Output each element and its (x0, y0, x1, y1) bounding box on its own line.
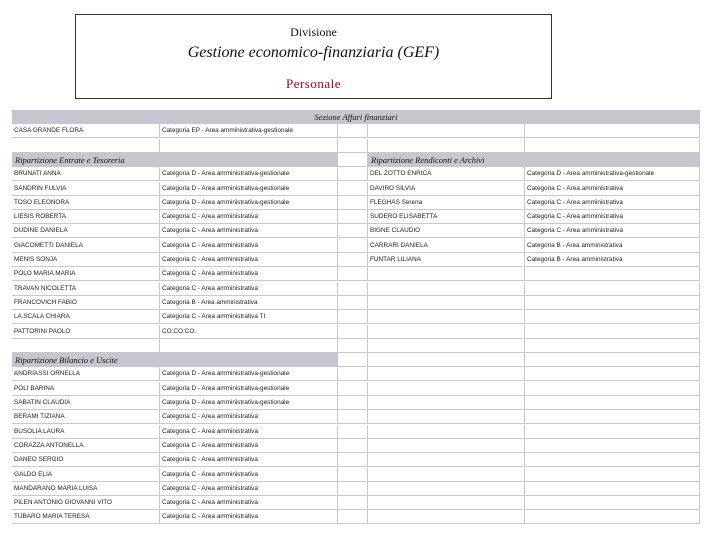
staff-category: Categoria D - Area amministrativa-gestionale (160, 367, 338, 381)
table-cell (338, 439, 368, 453)
table-cell (368, 425, 525, 439)
table-cell (338, 253, 368, 267)
table-cell (525, 410, 700, 424)
staff-category: Categoria C - Area amministrativa (160, 267, 338, 281)
staff-category: Categoria C - Area amministrativa (160, 425, 338, 439)
table-row (12, 325, 700, 339)
table-cell (338, 367, 368, 381)
table-row (12, 482, 700, 496)
staff-category (525, 310, 700, 324)
staff-name: BRUNATI ANNA (12, 167, 160, 181)
staff-name: DANEO SERGIO (12, 453, 160, 467)
table-cell (368, 353, 525, 367)
table-row (12, 282, 700, 296)
staff-name: SANDRIN FULVIA (12, 182, 160, 196)
staff-category: Categoria C - Area amministrativa (160, 282, 338, 296)
staff-category: Categoria C - Area amministrativa (160, 253, 338, 267)
table-cell (368, 410, 525, 424)
table-row (12, 425, 700, 439)
table-cell (338, 210, 368, 224)
table-cell (338, 325, 368, 339)
staff-sheet (12, 110, 700, 521)
staff-name: TUBARO MARIA TERESA (12, 510, 160, 524)
staff-name (12, 139, 160, 153)
staff-category: Categoria C - Area amministrativa (160, 482, 338, 496)
table-cell (338, 425, 368, 439)
table-cell (338, 182, 368, 196)
ripartizione-header: Ripartizione Entrate e Tesoreria (12, 153, 338, 167)
table-row (12, 210, 700, 224)
staff-category: Categoria C - Area amministrativa (160, 439, 338, 453)
staff-name (368, 310, 525, 324)
staff-category: CO.CO.CO. (160, 325, 338, 339)
staff-category: Categoria C - Area amministrativa (160, 510, 338, 524)
table-cell (338, 153, 368, 167)
table-cell (338, 239, 368, 253)
staff-name: PILEN ANTONIO GIOVANNI VITO (12, 496, 160, 510)
staff-name: POLO MARIA MARIA (12, 267, 160, 281)
table-cell (368, 382, 525, 396)
table-row (12, 396, 700, 410)
table-row (12, 496, 700, 510)
staff-category: Categoria B - Area amministrativa (525, 239, 700, 253)
staff-category: Categoria B - Area amministrativa (525, 253, 700, 267)
staff-category: Categoria C - Area amministrativa (160, 410, 338, 424)
table-cell (525, 353, 700, 367)
staff-category: Categoria C - Area amministrativa (160, 224, 338, 238)
staff-name: CASA GRANDE FLORA (12, 124, 160, 138)
table-row (12, 296, 700, 310)
staff-category: Categoria C - Area amministrativa (525, 210, 700, 224)
table-cell (525, 468, 700, 482)
table-cell (525, 496, 700, 510)
table-row (12, 353, 700, 367)
table-cell (368, 124, 525, 138)
staff-category (525, 296, 700, 310)
table-cell (525, 367, 700, 381)
table-row (12, 367, 700, 381)
table-cell (338, 339, 368, 353)
table-cell (525, 396, 700, 410)
table-cell (338, 124, 368, 138)
table-row (12, 196, 700, 210)
division-label: Divisione (290, 25, 337, 39)
table-row (12, 153, 700, 167)
staff-name: MANDARANO MARIA LUISA (12, 482, 160, 496)
table-row (12, 253, 700, 267)
staff-category: Categoria B - Area amministrativa (160, 296, 338, 310)
table-cell (338, 468, 368, 482)
table-row (12, 439, 700, 453)
staff-name: MENIS SONJA (12, 253, 160, 267)
table-cell (368, 396, 525, 410)
table-cell (525, 439, 700, 453)
staff-category (160, 139, 338, 153)
table-cell (368, 439, 525, 453)
staff-name: SUDERO ELISABETTA (368, 210, 525, 224)
table-row (12, 224, 700, 238)
staff-name (368, 267, 525, 281)
table-cell (338, 310, 368, 324)
ripartizione-header: Ripartizione Rendiconti e Archivi (368, 153, 700, 167)
table-cell (338, 396, 368, 410)
staff-name (368, 282, 525, 296)
staff-name: DEL ZOTTO ENRICA (368, 167, 525, 181)
table-cell (525, 382, 700, 396)
staff-name: FUNTAR LILIANA (368, 253, 525, 267)
table-cell (338, 453, 368, 467)
table-cell (12, 339, 160, 353)
staff-name: LIESIS ROBERTA (12, 210, 160, 224)
table-cell (338, 167, 368, 181)
staff-name: BIGNE CLAUDIO (368, 224, 525, 238)
staff-category: Categoria C - Area amministrativa (160, 496, 338, 510)
table-cell (368, 482, 525, 496)
table-cell (525, 339, 700, 353)
table-row (12, 382, 700, 396)
table-cell (525, 139, 700, 153)
staff-name: TRAVAN NICOLETTA (12, 282, 160, 296)
staff-name: LA SCALA CHIARA (12, 310, 160, 324)
staff-category: Categoria C - Area amministrativa (160, 210, 338, 224)
division-name: Gestione economico-finanziaria (GEF) (187, 44, 440, 61)
staff-name (368, 296, 525, 310)
staff-name: CORAZZA ANTONELLA (12, 439, 160, 453)
staff-category: Categoria EP - Area amministrativa-gestionale (160, 124, 338, 138)
staff-category: Categoria D - Area amministrativa-gestionale (160, 167, 338, 181)
staff-category: Categoria C - Area amministrativa (160, 453, 338, 467)
staff-name: FLEGHAS Serena (368, 196, 525, 210)
table-cell (368, 510, 525, 524)
table-row (12, 182, 700, 196)
ripartizione-header: Ripartizione Bilancio e Uscite (12, 353, 338, 367)
page-subtitle: Personale (285, 76, 342, 91)
table-cell (338, 482, 368, 496)
table-cell (338, 296, 368, 310)
staff-category: Categoria D - Area amministrativa-gestionale (160, 182, 338, 196)
staff-category: Categoria D - Area amministrativa-gestionale (160, 196, 338, 210)
table-row (12, 310, 700, 324)
staff-name: BUSOLIA LAURA (12, 425, 160, 439)
table-cell (338, 267, 368, 281)
staff-category: Categoria C - Area amministrativa (525, 196, 700, 210)
table-row (12, 453, 700, 467)
table-row (12, 510, 700, 524)
staff-category: Categoria C - Area amministrativa (525, 182, 700, 196)
staff-name: TOSO ELEONORA (12, 196, 160, 210)
table-cell (368, 139, 525, 153)
staff-category: Categoria C - Area amministrativa (160, 239, 338, 253)
staff-name: SABATIN CLAUDIA (12, 396, 160, 410)
staff-name: GIACOMETTI DANIELA (12, 239, 160, 253)
table-cell (160, 339, 338, 353)
staff-name: GALDO ELIA (12, 468, 160, 482)
table-cell (338, 196, 368, 210)
staff-name (368, 325, 525, 339)
table-cell (368, 367, 525, 381)
staff-name: BERAMI TIZIANA (12, 410, 160, 424)
table-row (12, 410, 700, 424)
staff-category: Categoria D - Area amministrativa-gestionale (525, 167, 700, 181)
staff-category: Categoria D - Area amministrativa-gestionale (160, 382, 338, 396)
table-row (12, 110, 700, 124)
staff-name: PATTORINI PAOLO (12, 325, 160, 339)
table-row (12, 267, 700, 281)
table-cell (368, 339, 525, 353)
table-cell (338, 382, 368, 396)
table-row (12, 468, 700, 482)
table-cell (338, 224, 368, 238)
staff-category (525, 325, 700, 339)
staff-name: ANDRIASSI ORNELLA (12, 367, 160, 381)
table-row (12, 167, 700, 181)
table-cell (368, 496, 525, 510)
table-cell (338, 410, 368, 424)
staff-category: Categoria D - Area amministrativa-gestionale (160, 396, 338, 410)
table-cell (368, 468, 525, 482)
staff-category (525, 267, 700, 281)
table-row (12, 339, 700, 353)
table-cell (338, 139, 368, 153)
table-cell (338, 282, 368, 296)
table-cell (368, 453, 525, 467)
table-cell (525, 482, 700, 496)
table-cell (525, 453, 700, 467)
table-row (12, 124, 700, 138)
staff-name: FRANCOVICH FABIO (12, 296, 160, 310)
staff-category: Categoria C - Area amministrativa TI (160, 310, 338, 324)
table-cell (525, 124, 700, 138)
section-title: Sezione Affari finanziari (12, 110, 700, 124)
table-cell (525, 510, 700, 524)
staff-category: Categoria C - Area amministrativa (160, 468, 338, 482)
staff-category: Categoria C - Area amministrativa (525, 224, 700, 238)
staff-name: DUDINE DANIELA (12, 224, 160, 238)
table-row (12, 239, 700, 253)
title-box (75, 14, 552, 99)
staff-name: POLI BARINA (12, 382, 160, 396)
staff-name: DAVIRO SILVIA (368, 182, 525, 196)
table-cell (525, 425, 700, 439)
table-row (12, 139, 700, 153)
table-cell (338, 496, 368, 510)
staff-category (525, 282, 700, 296)
staff-name: CARRARI DANIELA (368, 239, 525, 253)
table-cell (338, 353, 368, 367)
table-cell (338, 510, 368, 524)
